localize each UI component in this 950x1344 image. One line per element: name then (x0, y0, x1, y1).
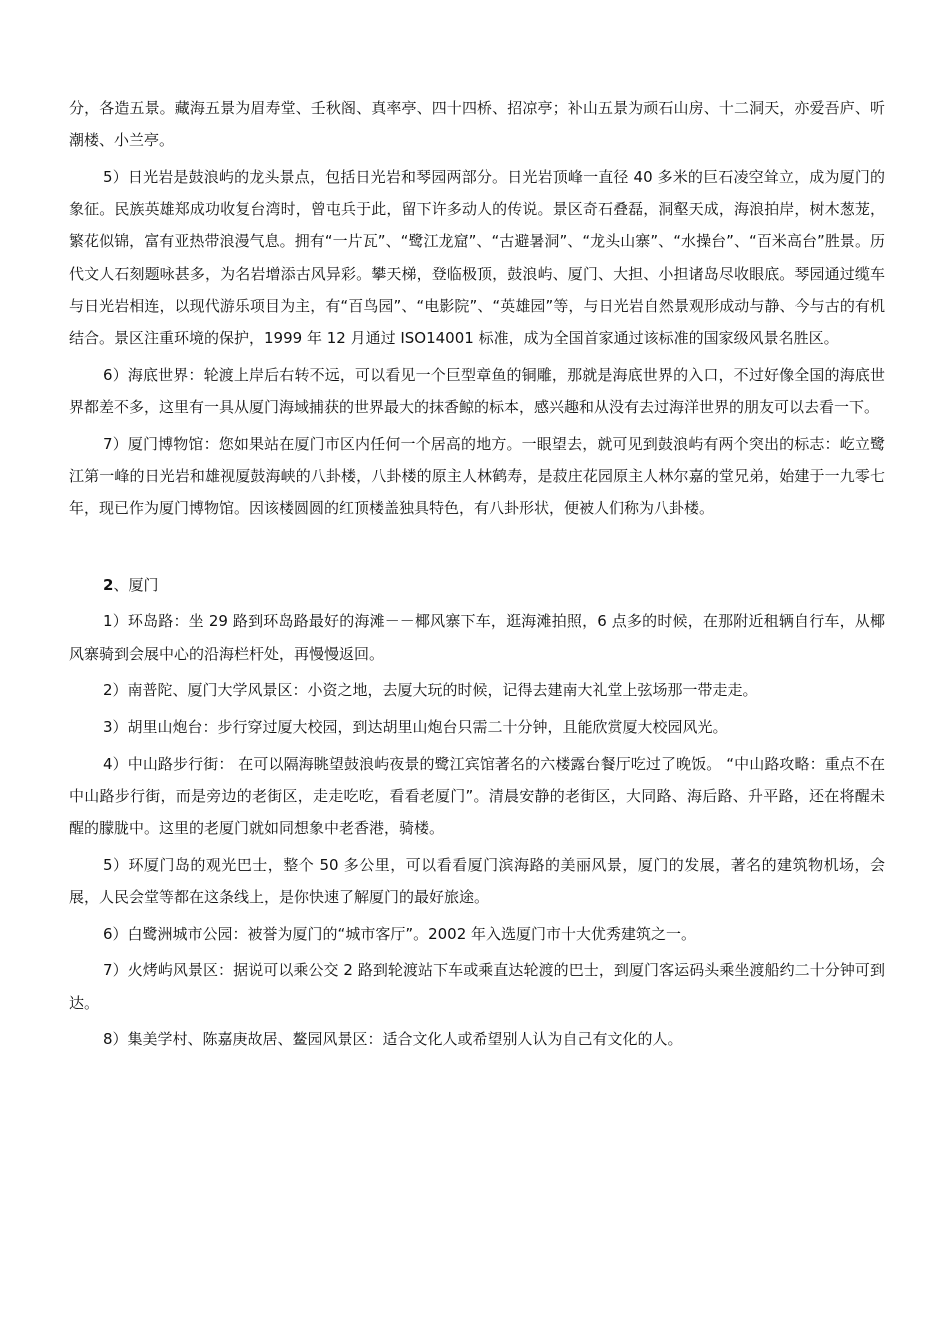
paragraph-item-sightseeing-bus: 5）环厦门岛的观光巴士，整个 50 多公里，可以看看厦门滨海路的美丽风景，厦门的发展，著名的建筑物机场，会展，人民会堂等都在这条线上，是你快速了解厦门的最好旅途。 (69, 855, 885, 906)
section-spacer (69, 529, 885, 569)
paragraph-intro-tail: 分，各造五景。藏海五景为眉寿堂、壬秋阁、真率亭、四十四桥、招凉亭；补山五景为顽石山房、十二洞天，亦爱吾庐、听潮楼、小兰亭。 (69, 99, 885, 150)
paragraph-item-xiamen-museum: 7）厦门博物馆：您如果站在厦门市区内任何一个居高的地方。一眼望去，就可见到鼓浪屿有两个突出的标志：屹立鹭江第一峰的日光岩和雄视厦鼓海峡的八卦楼，八卦楼的原主人林鹤寿，是菽庄花园原主人林尔嘉的堂兄弟，始建于一九零七年，现已作为厦门博物馆。因该楼圆圆的红顶楼盖独具特色，有八卦形状，便被人们称为八卦楼。 (69, 434, 885, 517)
paragraph-item-riguangyan: 5）日光岩是鼓浪屿的龙头景点，包括日光岩和琴园两部分。日光岩顶峰一直径 40 多米的巨石凌空耸立，成为厦门的象征。民族英雄郑成功收复台湾时，曾屯兵于此，留下许多动人的传说。景区奇石叠磊，洞壑天成，海浪拍岸，树木葱茏，繁花似锦，富有亚热带浪漫气息。拥有“一片瓦”、“鹭江龙窟”、“古避暑洞”、“龙头山寨”、“水操台”、“百米高台”胜景。历代文人石刻题咏甚多，为名岩增添古风异彩。攀天梯，登临极顶，鼓浪屿、厦门、大担、小担诸岛尽收眼底。琴园通过缆车与日光岩相连，以现代游乐项目为主，有“百鸟园”、“电影院”、“英雄园”等，与日光岩自然景观形成动与静、今与古的有机结合。景区注重环境的保护，1999 年 12 月通过 ISO14001 标准，成为全国首家通过该标准的国家级风景名胜区。 (69, 167, 885, 347)
section-heading-text: 、厦门 (113, 575, 159, 594)
paragraph-item-bailuzhou: 6）白鹭洲城市公园：被誉为厦门的“城市客厅”。2002 年入选厦门市十大优秀建筑之一。 (103, 924, 697, 943)
document-page (69, 92, 885, 1060)
paragraph-item-nanputuo: 2）南普陀、厦门大学风景区：小资之地，去厦大玩的时候，记得去建南大礼堂上弦场那一带走走。 (103, 681, 758, 700)
paragraph-item-underwater-world: 6）海底世界：轮渡上岸后右转不远，可以看见一个巨型章鱼的铜雕，那就是海底世界的入口，不过好像全国的海底世界都差不多，这里有一具从厦门海域捕获的世界最大的抹香鲸的标本，感兴趣和从没有去过海洋世界的朋友可以去看一下。 (69, 365, 885, 416)
paragraph-item-jimei: 8）集美学村、陈嘉庚故居、鳌园风景区：适合文化人或希望别人认为自己有文化的人。 (103, 1030, 683, 1049)
paragraph-item-huokaoyu: 7）火烤屿风景区：据说可以乘公交 2 路到轮渡站下车或乘直达轮渡的巴士，到厦门客运码头乘坐渡船约二十分钟可到达。 (69, 961, 885, 1012)
paragraph-item-hulishan: 3）胡里山炮台：步行穿过厦大校园，到达胡里山炮台只需二十分钟，且能欣赏厦大校园风光。 (103, 717, 728, 736)
paragraph-item-huandao-road: 1）环岛路：坐 29 路到环岛路最好的海滩－－椰风寨下车，逛海滩拍照，6 点多的时候，在那附近租辆自行车，从椰风寨骑到会展中心的沿海栏杆处，再慢慢返回。 (69, 612, 885, 663)
section-heading-number: 2 (103, 575, 114, 594)
paragraph-item-zhongshan-road: 4）中山路步行街： 在可以隔海眺望鼓浪屿夜景的鹭江宾馆著名的六楼露台餐厅吃过了晚饭。 “中山路攻略：重点不在中山路步行街，而是旁边的老街区，走走吃吃，看看老厦门”。清晨安静的老街区，大同路、海后路、升平路，还在将醒未醒的朦胧中。这里的老厦门就如同想象中老香港，骑楼。 (69, 754, 885, 838)
section-heading-xiamen (69, 569, 885, 601)
